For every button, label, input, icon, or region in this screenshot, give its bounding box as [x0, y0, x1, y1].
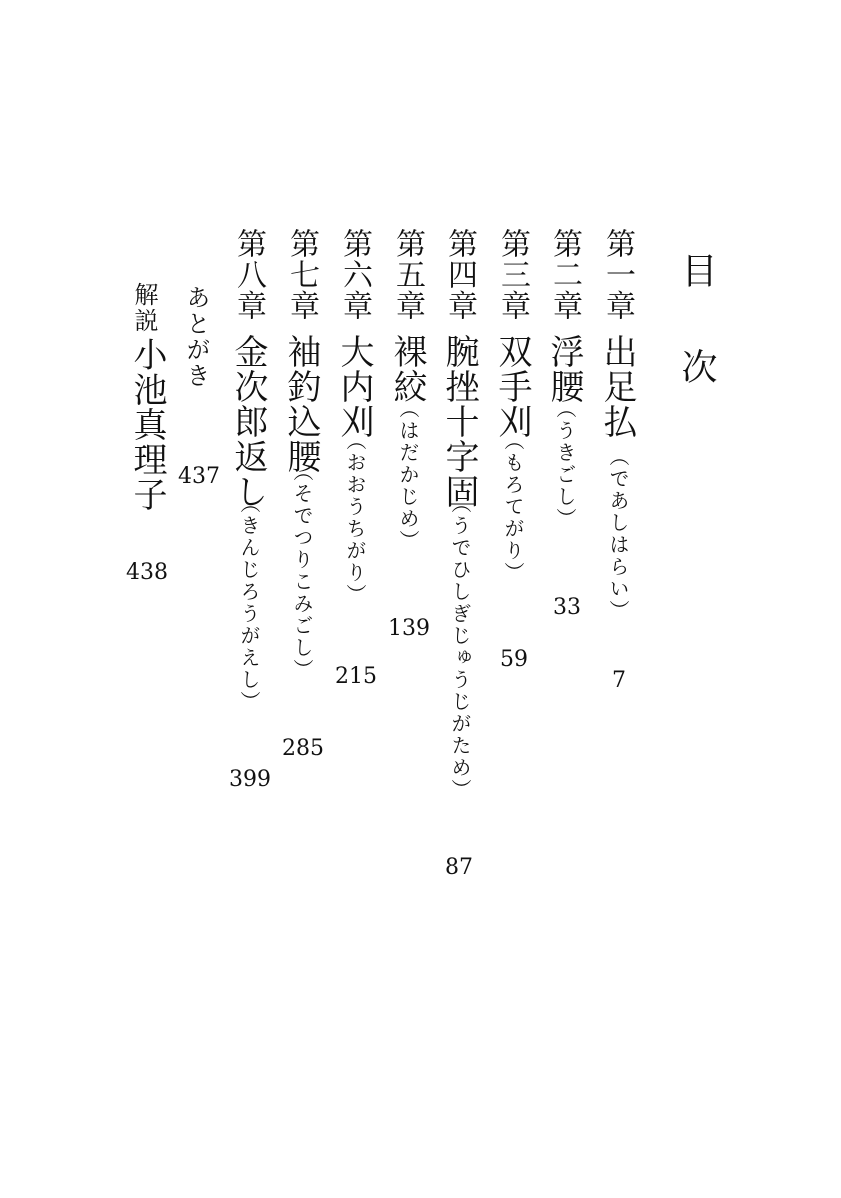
chapter-reading: （もろてがり）: [501, 430, 525, 584]
chapter-label: 第三章: [495, 228, 530, 321]
chapter-label: 第一章: [600, 228, 635, 321]
chapter-reading: （おおうちがり）: [343, 430, 367, 606]
chapter-title: 浮腰: [544, 334, 584, 404]
chapter-title: 腕挫十字固: [439, 334, 479, 509]
commentary-page: 438: [126, 560, 168, 585]
chapter-page: 33: [553, 595, 581, 620]
chapter-page: 87: [445, 855, 473, 880]
chapter-page: 215: [335, 664, 377, 689]
chapter-reading: （であしはらい）: [606, 446, 630, 622]
chapter-title: 裸絞: [387, 334, 427, 404]
chapter-label: 第四章: [442, 228, 477, 321]
chapter-page: 285: [282, 736, 324, 761]
chapter-page: 7: [612, 668, 626, 693]
chapter-reading: （うきごし）: [553, 398, 577, 530]
chapter-label: 第七章: [284, 228, 319, 321]
chapter-label: 第五章: [390, 228, 425, 321]
afterword-page: 437: [178, 464, 220, 489]
chapter-reading: （そでつりこみごし）: [290, 461, 314, 681]
chapter-title: 大内刈: [334, 334, 374, 439]
chapter-title: 双手刈: [492, 334, 532, 439]
chapter-page: 59: [500, 647, 528, 672]
chapter-label: 第二章: [547, 228, 582, 321]
chapter-page: 399: [229, 767, 271, 792]
chapter-reading: （はだかじめ）: [396, 398, 420, 552]
commentary-author: 小池真理子: [127, 337, 167, 512]
afterword-label: あとがき: [182, 285, 210, 389]
chapter-page: 139: [388, 616, 430, 641]
chapter-label: 第八章: [231, 228, 266, 321]
chapter-reading: （うでひしぎじゅうじがため）: [448, 493, 472, 801]
chapter-title: 袖釣込腰: [281, 334, 321, 474]
chapter-title: 出足払: [597, 334, 637, 439]
chapter-title: 金次郎返し: [228, 334, 268, 509]
commentary-label: 解説: [130, 282, 158, 334]
toc-heading: 目次: [676, 252, 717, 444]
chapter-label: 第六章: [337, 228, 372, 321]
chapter-reading: （きんじろうがえし）: [237, 493, 261, 713]
